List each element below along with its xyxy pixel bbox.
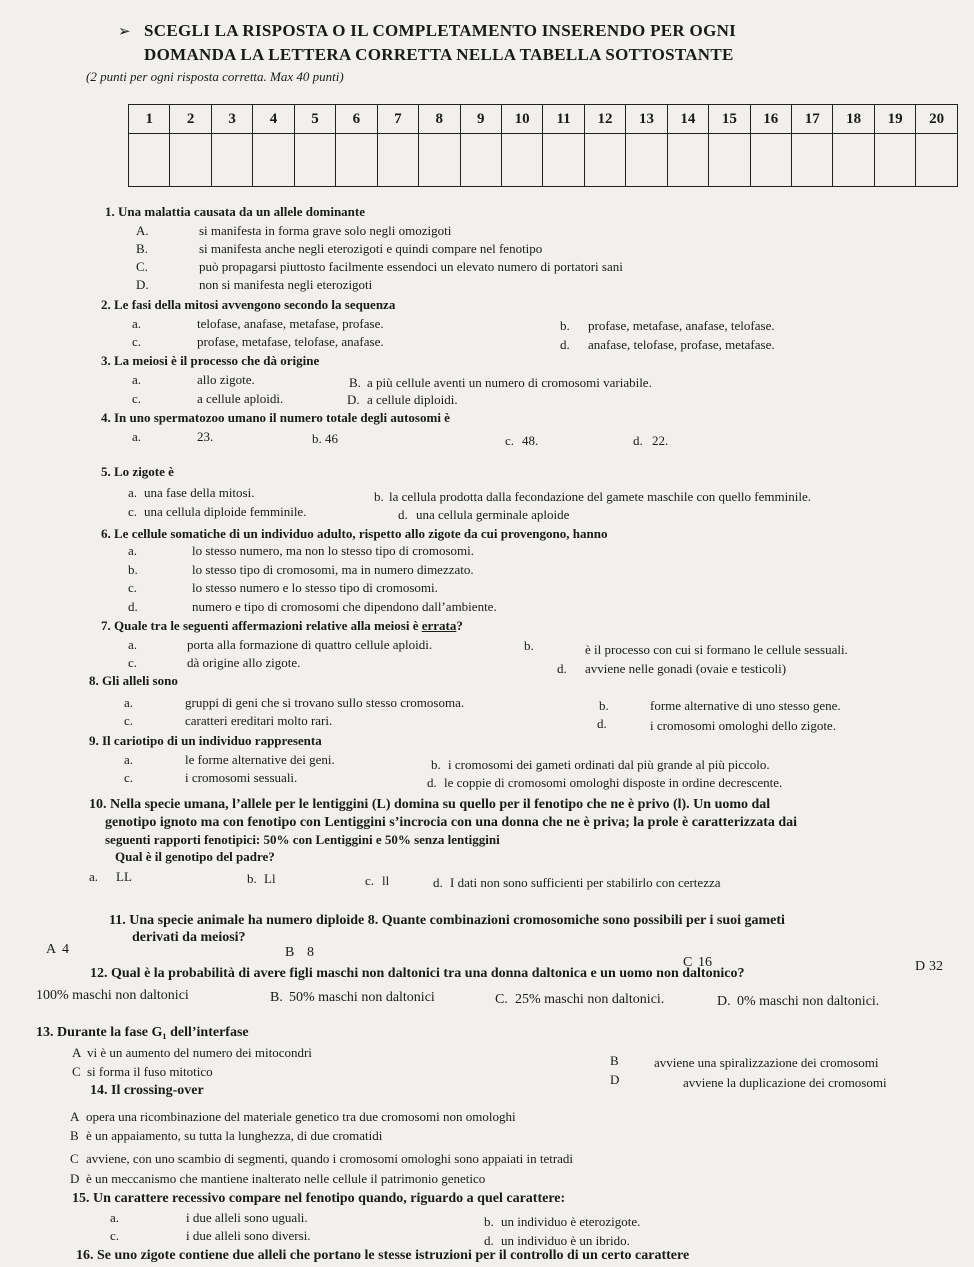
option-letter: d. <box>557 661 567 676</box>
answer-cell[interactable] <box>170 134 211 187</box>
option-text: i cromosomi dei gameti ordinati dal più grande al più piccolo. <box>448 757 770 772</box>
option-text: 46 <box>325 431 338 446</box>
option-text: un individuo è eterozigote. <box>501 1214 641 1229</box>
option-letter: C. <box>495 992 508 1007</box>
instructions-line-2: DOMANDA LA LETTERA CORRETTA NELLA TABELLA SOTTOSTANTE <box>144 45 734 64</box>
answer-cell[interactable] <box>916 134 958 187</box>
grid-number: 4 <box>253 105 294 134</box>
option-letter: a. <box>132 429 142 444</box>
grid-number: 16 <box>750 105 791 134</box>
option-letter: c. <box>128 655 138 670</box>
option-letter: b. <box>431 757 441 772</box>
option-letter: C <box>683 955 693 970</box>
option-text: LL <box>116 869 132 884</box>
option-letter: a. <box>110 1210 120 1225</box>
question-8-title: 8. Gli alleli sono <box>89 673 178 688</box>
option-text: 4 <box>62 942 69 957</box>
option-text: a più cellule aventi un numero di cromosomi variabile. <box>367 375 652 390</box>
answer-cell[interactable] <box>584 134 625 187</box>
option-text: la cellula prodotta dalla fecondazione del gamete maschile con quello femminile. <box>389 489 811 504</box>
answer-cell[interactable] <box>626 134 667 187</box>
answer-cell[interactable] <box>129 134 170 187</box>
option-letter: b. <box>128 562 138 577</box>
answer-cell[interactable] <box>833 134 874 187</box>
option-letter: D <box>70 1171 80 1186</box>
question-6-title: 6. Le cellule somatiche di un individuo adulto, rispetto allo zigote da cui provengono, hanno <box>101 526 608 541</box>
option-letter: b. <box>560 318 570 333</box>
option-text: le forme alternative dei geni. <box>185 752 335 767</box>
option-letter: d. <box>433 875 443 890</box>
option-text: lo stesso numero e lo stesso tipo di cromosomi. <box>192 580 438 595</box>
question-10-title-line2: genotipo ignoto ma con fenotipo con Lentiggini s’incrocia con una donna che ne è priva; la prole è caratterizzata dai <box>105 815 798 830</box>
question-1-title: 1. Una malattia causata da un allele dominante <box>105 204 366 219</box>
answer-cell[interactable] <box>253 134 294 187</box>
option-text: lo stesso numero, ma non lo stesso tipo di cromosomi. <box>192 543 475 558</box>
option-letter: B <box>285 945 295 960</box>
grid-number: 12 <box>584 105 625 134</box>
option-text: un individuo è un ibrido. <box>501 1233 630 1248</box>
option-text: avviene una spiralizzazione dei cromosomi <box>654 1055 879 1070</box>
option-letter: D <box>610 1072 620 1087</box>
option-letter: d. <box>427 775 437 790</box>
option-text: 32 <box>929 959 943 974</box>
option-text: opera una ricombinazione del materiale genetico tra due cromosomi non omologhi <box>86 1109 516 1124</box>
grid-number: 18 <box>833 105 874 134</box>
option-letter: a. <box>128 485 138 500</box>
option-letter: d. <box>560 337 570 352</box>
option-text: i cromosomi sessuali. <box>185 770 298 785</box>
option-letter: d. <box>633 433 643 448</box>
option-text: a cellule diploidi. <box>367 392 458 407</box>
option-text: può propagarsi piuttosto facilmente essendoci un elevato numero di portatori sani <box>199 259 623 274</box>
option-text: i due alleli sono uguali. <box>186 1210 308 1225</box>
question-2-title: 2. Le fasi della mitosi avvengono secondo la sequenza <box>101 297 396 312</box>
option-letter: b. <box>484 1214 494 1229</box>
option-text: si manifesta anche negli eterozigoti e quindi compare nel fenotipo <box>199 241 543 256</box>
option-letter: a. <box>132 372 142 387</box>
option-letter: A. <box>136 223 149 238</box>
option-text: numero e tipo di cromosomi che dipendono dall’ambiente. <box>192 599 497 614</box>
option-text: le coppie di cromosomi omologhi disposte in ordine decrescente. <box>444 775 783 790</box>
grid-number: 13 <box>626 105 667 134</box>
question-10-title-line4: Qual è il genotipo del padre? <box>115 849 275 864</box>
option-letter: a. <box>124 695 134 710</box>
option-text: 48. <box>522 433 539 448</box>
option-letter: c. <box>132 334 142 349</box>
option-letter: d. <box>398 507 408 522</box>
option-text: i cromosomi omologhi dello zigote. <box>650 718 836 733</box>
option-letter: c. <box>365 873 375 888</box>
option-text: è un appaiamento, su tutta la lunghezza, di due cromatidi <box>86 1128 383 1143</box>
answer-cell[interactable] <box>709 134 750 187</box>
option-letter: c. <box>505 433 515 448</box>
question-10-title-line3: seguenti rapporti fenotipici: 50% con Lentiggini e 50% senza lentiggini <box>105 832 500 847</box>
grid-number: 7 <box>377 105 418 134</box>
question-5-title: 5. Lo zigote è <box>101 464 174 479</box>
question-13-title: 13. Durante la fase G₁ dell’interfase <box>36 1025 249 1040</box>
option-text: avviene, con uno scambio di segmenti, quando i cromosomi omologhi sono appaiati in tetradi <box>86 1151 574 1166</box>
option-letter: a. <box>124 752 134 767</box>
option-letter: b. <box>247 871 257 886</box>
option-letter: A <box>72 1045 82 1060</box>
grid-number: 14 <box>667 105 708 134</box>
option-text: 50% maschi non daltonici <box>289 990 435 1005</box>
underlined-word: errata <box>421 618 457 633</box>
option-letter: C <box>72 1064 81 1079</box>
grid-number: 10 <box>501 105 542 134</box>
question-7-title: 7. Quale tra le seguenti affermazioni relative alla meiosi è errata? <box>101 618 463 633</box>
option-letter: c. <box>128 504 138 519</box>
grid-number: 2 <box>170 105 211 134</box>
option-text: 16 <box>698 955 712 970</box>
grid-number: 6 <box>336 105 377 134</box>
question-12-title: 12. Qual è la probabilità di avere figli maschi non daltonici tra una donna daltonica e un uomo non daltonico? <box>90 966 745 981</box>
option-letter: b. <box>312 431 322 446</box>
option-text: è il processo con cui si formano le cellule sessuali. <box>585 642 848 657</box>
answer-cell[interactable] <box>501 134 542 187</box>
points-note: (2 punti per ogni risposta corretta. Max 40 punti) <box>86 69 344 84</box>
option-letter: c. <box>124 713 134 728</box>
question-9-title: 9. Il cariotipo di un individuo rappresenta <box>89 733 322 748</box>
answer-cell[interactable] <box>377 134 418 187</box>
question-16-title: 16. Se uno zigote contiene due alleli che portano le stesse istruzioni per il controllo di un certo carattere <box>76 1248 690 1263</box>
option-text: si forma il fuso mitotico <box>87 1064 213 1079</box>
option-text: lo stesso tipo di cromosomi, ma in numero dimezzato. <box>192 562 474 577</box>
option-text: allo zigote. <box>197 372 255 387</box>
option-letter: d. <box>484 1233 494 1248</box>
option-letter: D. <box>136 277 149 292</box>
answer-cell[interactable] <box>750 134 791 187</box>
option-text: 22. <box>652 433 669 448</box>
option-text: dà origine allo zigote. <box>187 655 301 670</box>
answer-cell[interactable] <box>543 134 584 187</box>
option-letter: a. <box>132 316 142 331</box>
grid-number: 20 <box>916 105 958 134</box>
option-text: profase, metafase, anafase, telofase. <box>588 318 775 333</box>
option-letter: c. <box>132 391 142 406</box>
answer-cell[interactable] <box>792 134 833 187</box>
option-letter: b. <box>524 638 534 653</box>
option-letter: d. <box>597 716 607 731</box>
option-letter: a. <box>128 637 138 652</box>
grid-number: 8 <box>419 105 460 134</box>
option-text: profase, metafase, telofase, anafase. <box>197 334 384 349</box>
option-letter: b. <box>374 489 384 504</box>
option-text: avviene nelle gonadi (ovaie e testicoli) <box>585 661 787 676</box>
grid-number: 3 <box>211 105 252 134</box>
instructions-line-1: SCEGLI LA RISPOSTA O IL COMPLETAMENTO INSERENDO PER OGNI <box>144 21 737 40</box>
option-letter: A <box>46 942 57 957</box>
answer-table <box>128 104 958 187</box>
option-letter: B <box>610 1053 619 1068</box>
option-letter: D. <box>717 994 731 1009</box>
option-text: forme alternative di uno stesso gene. <box>650 698 841 713</box>
option-letter: a. <box>128 543 138 558</box>
answer-cell[interactable] <box>874 134 915 187</box>
option-text: ll <box>382 873 390 888</box>
option-text: una cellula germinale aploide <box>416 507 570 522</box>
option-text: gruppi di geni che si trovano sullo stesso cromosoma. <box>185 695 465 710</box>
option-letter: B <box>70 1128 79 1143</box>
question-15-title: 15. Un carattere recessivo compare nel fenotipo quando, riguardo a quel carattere: <box>72 1191 566 1206</box>
option-letter: B. <box>136 241 148 256</box>
question-11-title-line2: derivati da meiosi? <box>132 930 246 945</box>
option-letter: a. <box>89 869 99 884</box>
option-text: a cellule aploidi. <box>197 391 284 406</box>
option-text: anafase, telofase, profase, metafase. <box>588 337 775 352</box>
option-letter: C. <box>136 259 148 274</box>
grid-number: 1 <box>129 105 170 134</box>
option-letter: D. <box>347 392 360 407</box>
option-letter: C <box>70 1151 79 1166</box>
grid-number: 19 <box>874 105 915 134</box>
option-letter: c. <box>124 770 134 785</box>
option-letter: c. <box>110 1228 120 1243</box>
answer-cell[interactable] <box>294 134 335 187</box>
option-text: telofase, anafase, metafase, profase. <box>197 316 384 331</box>
option-text: non si manifesta negli eterozigoti <box>199 277 373 292</box>
option-letter: d. <box>128 599 138 614</box>
option-text: I dati non sono sufficienti per stabilirlo con certezza <box>450 875 721 890</box>
option-text: 8 <box>307 945 314 960</box>
option-text: 23. <box>197 429 214 444</box>
option-text: 25% maschi non daltonici. <box>515 992 665 1007</box>
option-text: caratteri ereditari molto rari. <box>185 713 333 728</box>
question-14-title: 14. Il crossing-over <box>90 1083 204 1098</box>
answer-cell[interactable] <box>419 134 460 187</box>
answer-cell[interactable] <box>211 134 252 187</box>
option-text: una cellula diploide femminile. <box>144 504 307 519</box>
option-text: 0% maschi non daltonici. <box>737 994 880 1009</box>
option-letter: D <box>915 959 926 974</box>
option-text: una fase della mitosi. <box>144 485 255 500</box>
option-text: i due alleli sono diversi. <box>186 1228 311 1243</box>
option-text: avviene la duplicazione dei cromosomi <box>683 1075 887 1090</box>
option-text: 100% maschi non daltonici <box>36 988 189 1003</box>
option-text: si manifesta in forma grave solo negli omozigoti <box>199 223 452 238</box>
option-text: vi è un aumento del numero dei mitocondri <box>87 1045 312 1060</box>
grid-number: 15 <box>709 105 750 134</box>
question-10-title: 10. Nella specie umana, l’allele per le lentiggini (L) domina su quello per il fenotipo che ne è privo (l). Un uomo dal <box>89 797 771 812</box>
grid-number: 17 <box>792 105 833 134</box>
answer-cell[interactable] <box>460 134 501 187</box>
option-text: Ll <box>264 871 276 886</box>
answer-cell[interactable] <box>336 134 377 187</box>
question-4-title: 4. In uno spermatozoo umano il numero totale degli autosomi è <box>101 410 450 425</box>
question-11-title: 11. Una specie animale ha numero diploide 8. Quante combinazioni cromosomiche sono possibili per i suoi gameti <box>109 913 785 928</box>
grid-number: 11 <box>543 105 584 134</box>
grid-number: 5 <box>294 105 335 134</box>
grid-number: 9 <box>460 105 501 134</box>
option-letter: b. <box>599 698 609 713</box>
bullet-arrow-icon: ➢ <box>118 24 131 40</box>
answer-cell[interactable] <box>667 134 708 187</box>
option-letter: B. <box>349 375 361 390</box>
question-3-title: 3. La meiosi è il processo che dà origine <box>101 353 320 368</box>
option-text: porta alla formazione di quattro cellule aploidi. <box>187 637 433 652</box>
option-letter: c. <box>128 580 138 595</box>
option-letter: B. <box>270 990 283 1005</box>
option-text: è un meccanismo che mantiene inalterato nelle cellule il patrimonio genetico <box>86 1171 486 1186</box>
option-letter: A <box>70 1109 80 1124</box>
